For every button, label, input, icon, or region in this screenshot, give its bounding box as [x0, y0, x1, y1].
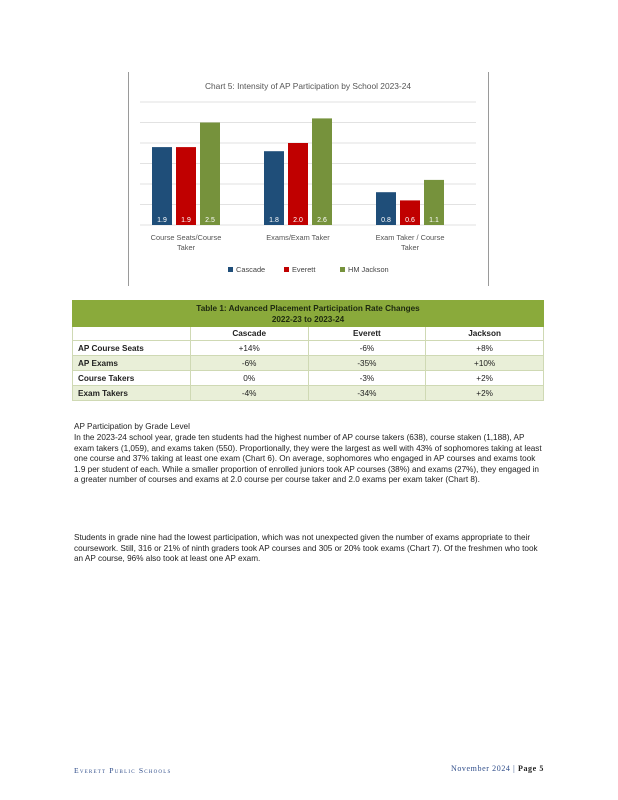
column-header-blank — [73, 327, 191, 341]
participation-table — [72, 300, 544, 401]
x-tick-label: Exams/Exam Taker — [266, 233, 330, 242]
cell-jackson: +8% — [426, 341, 544, 356]
section-heading: AP Participation by Grade Level — [74, 422, 190, 431]
cell-everett: -35% — [308, 356, 426, 371]
cell-cascade: 0% — [190, 371, 308, 386]
chart-left-border — [128, 72, 129, 286]
x-tick-label: Exam Taker / Course Taker — [375, 233, 445, 252]
cell-jackson: +2% — [426, 371, 544, 386]
table-row — [73, 341, 544, 356]
bar — [312, 118, 332, 225]
cell-jackson: +2% — [426, 386, 544, 401]
bar-data-label: 2.0 — [293, 217, 303, 224]
participation-table-container — [72, 300, 544, 401]
footer-page-info — [451, 764, 544, 773]
row-label: AP Exams — [73, 356, 191, 371]
cell-cascade: -4% — [190, 386, 308, 401]
bar-data-label: 1.9 — [181, 217, 191, 224]
bar-data-label: 1.8 — [269, 217, 279, 224]
chart-bars — [152, 118, 444, 225]
bar-chart — [128, 72, 488, 286]
cell-jackson: +10% — [426, 356, 544, 371]
cell-cascade: -6% — [190, 356, 308, 371]
column-header-everett: Everett — [308, 327, 426, 341]
bar — [288, 143, 308, 225]
row-label: Exam Takers — [73, 386, 191, 401]
bar — [200, 123, 220, 226]
bar-data-label: 1.9 — [157, 217, 167, 224]
bar-data-label: 1.1 — [429, 217, 439, 224]
chart-x-labels — [151, 233, 445, 252]
table-title-line2: 2022-23 to 2023-24 — [271, 314, 345, 324]
legend-swatch — [284, 267, 289, 272]
table-title — [73, 301, 544, 327]
bar-data-label: 2.6 — [317, 217, 327, 224]
bar-data-label: 0.8 — [381, 217, 391, 224]
legend-swatch — [340, 267, 345, 272]
table-row — [73, 356, 544, 371]
chart-title: Chart 5: Intensity of AP Participation by School 2023-24 — [204, 81, 412, 91]
cell-everett: -3% — [308, 371, 426, 386]
legend-swatch — [228, 267, 233, 272]
bar-data-label: 0.6 — [405, 217, 415, 224]
paragraph-grade-ten: In the 2023-24 school year, grade ten students had the highest number of AP course takers (638), course staken (1,188), AP exam takers (1,059), and exams taken (550). Proportionally, they were the largest as well with 43% of sophomores taking at least one course and 37% taking at least one exam (Chart 6). On average, sophomores who engaged in AP courses and exams took 1.9 per student of each. While a smaller proportion of enrolled juniors took AP courses (38%) and exams (27%), they engaged in a greater number of courses and exams at 2.0 course per course taker and 2.0 exams per exam taker (Chart 8). — [74, 433, 542, 485]
bar — [264, 151, 284, 225]
column-header-cascade: Cascade — [190, 327, 308, 341]
chart-legend — [228, 265, 389, 274]
x-tick-label: Course Seats/Course Taker — [150, 233, 222, 252]
bar-data-label: 2.5 — [205, 217, 215, 224]
bar — [152, 147, 172, 225]
paragraph-grade-nine: Students in grade nine had the lowest participation, which was not unexpected given the number of exams appropriate to their coursework. Still, 316 or 21% of ninth graders took AP courses and 305 or 20% took exams (Chart 7). Of the freshmen who took an AP course, 96% also took at least one AP exam. — [74, 533, 538, 564]
legend-label: Cascade — [236, 265, 266, 274]
footer-separator: | — [513, 764, 518, 773]
column-header-jackson: Jackson — [426, 327, 544, 341]
bar — [176, 147, 196, 225]
table-title-line1: Table 1: Advanced Placement Participation Rate Changes — [196, 303, 420, 313]
table-row — [73, 371, 544, 386]
row-label: Course Takers — [73, 371, 191, 386]
row-label: AP Course Seats — [73, 341, 191, 356]
legend-label: HM Jackson — [348, 265, 389, 274]
cell-everett: -6% — [308, 341, 426, 356]
footer-page-number: Page 5 — [517, 764, 544, 773]
footer-date: November 2024 — [450, 764, 511, 773]
table-row — [73, 386, 544, 401]
cell-everett: -34% — [308, 386, 426, 401]
footer-organization: Everett Public Schools — [74, 766, 172, 775]
cell-cascade: +14% — [190, 341, 308, 356]
legend-label: Everett — [292, 265, 316, 274]
chart-container — [128, 72, 489, 286]
